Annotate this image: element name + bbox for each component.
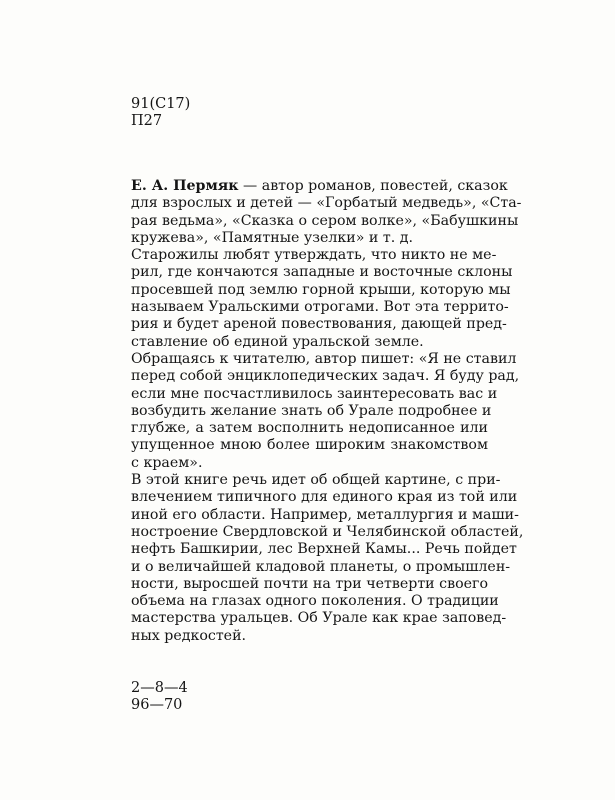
annotation-line: влечением типичного для единого края из той или	[131, 489, 518, 506]
annotation-line: просевшей под землю горной крыши, которую мы	[131, 281, 511, 298]
annotation-line: называем Уральскими отрогами. Вот эта террито-	[131, 299, 509, 316]
annotation-line: упущенное мною более широким знакомством	[131, 437, 488, 454]
footer-code-2: 96—70	[131, 697, 183, 713]
annotation-paragraph-2	[131, 247, 513, 351]
annotation-line: Обращаясь к читателю, автор пишет: «Я не ставил	[131, 350, 517, 367]
annotation-line: с краем».	[131, 454, 203, 471]
annotation-line: кружева», «Памятные узелки» и т. д.	[131, 229, 413, 246]
author-code: П27	[131, 113, 163, 129]
annotation-line: иной его области. Например, металлургия и маши-	[131, 506, 519, 523]
annotation-line: рая ведьма», «Сказка о сером волке», «Бабушкины	[131, 212, 519, 229]
annotation-line: если мне посчастливилось заинтересовать вас и	[131, 385, 498, 402]
annotation-line: возбудить желание знать об Урале подробнее и	[131, 402, 492, 419]
annotation-line: перед собой энциклопедических задач. Я буду рад,	[131, 368, 520, 385]
udc-code: 91(С17)	[131, 96, 191, 112]
annotation-line: глубже, а затем восполнить недописанное или	[131, 420, 488, 437]
annotation-line: ностроение Свердловской и Челябинской областей,	[131, 523, 524, 540]
annotation-line: для взрослых и детей — «Горбатый медведь», «Ста-	[131, 195, 522, 212]
annotation-paragraph-4	[131, 472, 524, 645]
annotation-paragraph-3	[131, 350, 520, 472]
book-annotation	[131, 178, 524, 645]
footer-codes	[131, 680, 188, 714]
annotation-line: нефть Башкирии, лес Верхней Камы... Речь пойдет	[131, 541, 517, 558]
annotation-paragraph-1	[131, 178, 522, 247]
annotation-line: рил, где кончаются западные и восточные склоны	[131, 264, 513, 281]
classification-codes	[131, 96, 190, 130]
annotation-line: Старожилы любят утверждать, что никто не ме-	[131, 247, 497, 264]
annotation-line: рия и будет ареной повествования, дающей пред-	[131, 316, 507, 333]
annotation-line: мастерства уральцев. Об Урале как крае заповед-	[131, 610, 507, 627]
annotation-line: и о величайшей кладовой планеты, о промышлен-	[131, 558, 511, 575]
author-name: Е. А. Пермяк	[131, 178, 239, 194]
annotation-line: В этой книге речь идет об общей картине, с при-	[131, 472, 501, 489]
annotation-line: Е. А. Пермяк — автор романов, повестей, сказок	[131, 178, 508, 194]
annotation-line: ных редкостей.	[131, 627, 247, 644]
annotation-line: ставление об единой уральской земле.	[131, 333, 424, 350]
annotation-line: ности, выросшей почти на три четверти своего	[131, 575, 488, 592]
annotation-line: объема на глазах одного поколения. О традиции	[131, 593, 499, 610]
footer-code-1: 2—8—4	[131, 680, 188, 696]
